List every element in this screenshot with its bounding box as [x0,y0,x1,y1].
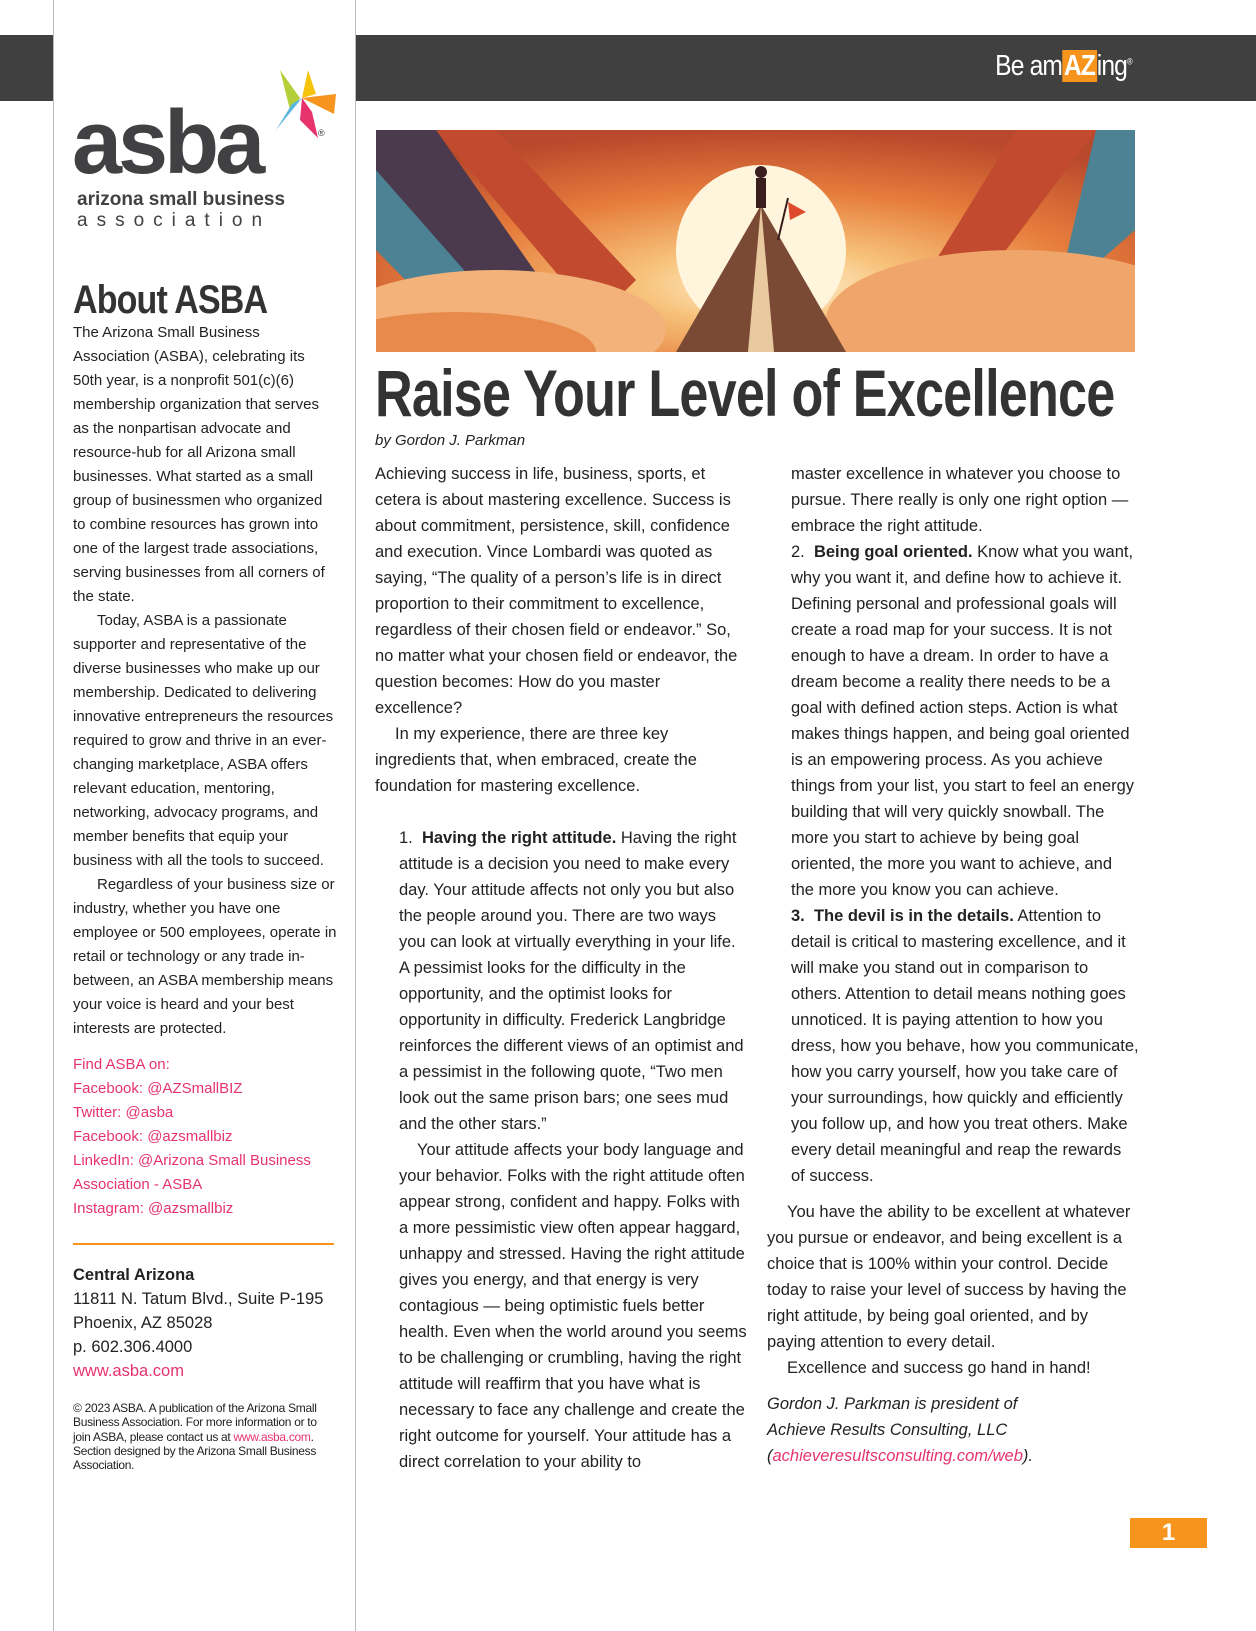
article-column-1 [375,461,747,1475]
list-item-2: 2. Being goal oriented. Know what you want, why you want it, and define how to achieve it. Defining personal and professional goals will create a road map for your success. It is not enough to have a dream. In order to have a dream become a reality there needs to be a goal with defined action steps. Action is what makes things happen, and being goal oriented is an empowering process. As you achieve things from your list, you start to feel an energy building that will very quickly snowball. The more you start to achieve by being goal oriented, the more you want to achieve, and the more you know you can achieve. [791,543,1134,899]
social-link-facebook[interactable]: Facebook: @AZSmallBIZ [73,1080,243,1097]
about-text [73,321,337,1041]
article-paragraph: master excellence in whatever you choose to pursue. There really is only one right option — embrace the right attitude. [791,465,1129,535]
social-link-instagram[interactable]: Instagram: @azsmallbiz [73,1200,234,1217]
byline: by Gordon J. Parkman [375,432,526,449]
hero-illustration [376,130,1135,352]
header-bar-left [0,35,53,101]
logo-line2: association [77,210,272,231]
list-item-1: 1. Having the right attitude. Having the right attitude is a decision you need to make every day. Your attitude affects not only you but also the people around you. There are two ways you can look at virtually everything in your life. A pessimist looks for the difficulty in the opportunity, and the optimist looks for opportunity in difficulty. Frederick Langbridge reinforces the different views of an optimist and a pessimist in the following quote, “Two men look out the same prison bars; one sees mud and the other stars.” [399,829,744,1133]
article-title: Raise Your Level of Excellence [375,356,1115,430]
copyright-notice: © 2023 ASBA. A publication of the Arizona Small Business Association. For more information or to join ASBA, please contact us at www.asba.com. Section designed by the Arizona Small Business Association. [73,1401,317,1473]
left-margin-rule [53,0,54,1631]
sidebar-content [73,321,337,1472]
orange-divider [73,1243,334,1245]
about-heading: About ASBA [73,278,268,322]
article-paragraph: You have the ability to be excellent at whatever you pursue or endeavor, and being excellent is a choice that is 100% within your control. Decide today to raise your level of success by having the right attitude, by being goal oriented, and by paying attention to every detail. [767,1203,1131,1351]
author-website-link[interactable]: achieveresultsconsulting.com/web [772,1447,1023,1465]
article-paragraph: Excellence and success go hand in hand! [787,1359,1091,1377]
page-number: 1 [1130,1518,1207,1548]
article-paragraph: In my experience, there are three key ingredients that, when embraced, create the foundation for mastering excellence. [375,725,697,795]
social-links [73,1053,337,1221]
be-amazing-tagline: Be amAZing® [995,50,1132,82]
logo-line1: arizona small business [77,189,286,210]
office-info [73,1263,353,1383]
list-item-3: 3. The devil is in the details. Attention to detail is critical to mastering excellence, and it will make you stand out in comparison to others. Attention to detail means nothing goes unnoticed. It is paying attention to how you dress, how you behave, how you communicate, how you carry yourself, how you take care of your surroundings, how quickly and efficiently you follow up, and how you treat others. Make every detail meaningful and reap the rewards of success. [791,907,1139,1185]
author-bio: Gordon J. Parkman is president of Achieve Results Consulting, LLC (achieveresultsconsulting.com/web). [767,1395,1033,1465]
social-link-facebook-2[interactable]: Facebook: @azsmallbiz [73,1128,233,1145]
footer-link[interactable]: www.asba.com [233,1429,311,1444]
about-paragraph: The Arizona Small Business Association (ASBA), celebrating its 50th year, is a nonprofit 501(c)(6) membership organization that serves as the nonpartisan advocate and resource-hub for all Arizona small businesses. What started as a small group of businessmen who organized to combine resources has grown into one of the largest trade associations, serving businesses from all corners of the state. [73,324,325,605]
social-heading: Find ASBA on: [73,1056,170,1073]
website-link[interactable]: www.asba.com [73,1362,184,1380]
office-phone: p. 602.306.4000 [73,1338,193,1356]
asba-logo [72,70,342,240]
about-paragraph: Regardless of your business size or industry, whether you have one employee or 500 employees, operate in retail or technology or any trade in-between, an ASBA membership means your voice is heard and your best interests are protected. [73,876,337,1037]
article-paragraph: Achieving success in life, business, sports, et cetera is about mastering excellence. Success is about commitment, persistence, skill, confidence and execution. Vince Lombardi was quoted as saying, “The quality of a person’s life is in direct proportion to their commitment to excellence, regardless of their chosen field or endeavor.” So, no matter what your chosen field or endeavor, the question becomes: How do you master excellence? [375,465,738,717]
registered-mark: ® [318,128,325,138]
pinwheel-icon [272,70,342,140]
office-name: Central Arizona [73,1266,195,1284]
about-paragraph: Today, ASBA is a passionate supporter and representative of the diverse businesses who make up our membership. Dedicated to delivering innovative entrepreneurs the resources required to grow and thrive in an ever-changing marketplace, ASBA offers relevant education, mentoring, networking, advocacy programs, and member benefits that equip your business with all the tools to succeed. [73,612,334,869]
office-city: Phoenix, AZ 85028 [73,1314,213,1332]
social-link-linkedin[interactable]: LinkedIn: @Arizona Small Business Association - ASBA [73,1152,311,1193]
article-column-2 [767,461,1139,1469]
sidebar-rule [355,0,356,1631]
logo-wordmark: asba [72,93,262,193]
office-address: 11811 N. Tatum Blvd., Suite P-195 [73,1290,324,1308]
article-paragraph: Your attitude affects your body language and your behavior. Folks with the right attitude often appear strong, confident and happy. Folks with a more pessimistic view often appear haggard, unhappy and stressed. Having the right attitude gives you energy, and that energy is very contagious — being optimistic fuels better health. Even when the world around you seems to be challenging or crumbling, having the right attitude will reaffirm that you have what is necessary to face any challenge and create the right outcome for yourself. Your attitude has a direct correlation to your ability to [399,1141,747,1471]
social-link-twitter[interactable]: Twitter: @asba [73,1104,174,1121]
